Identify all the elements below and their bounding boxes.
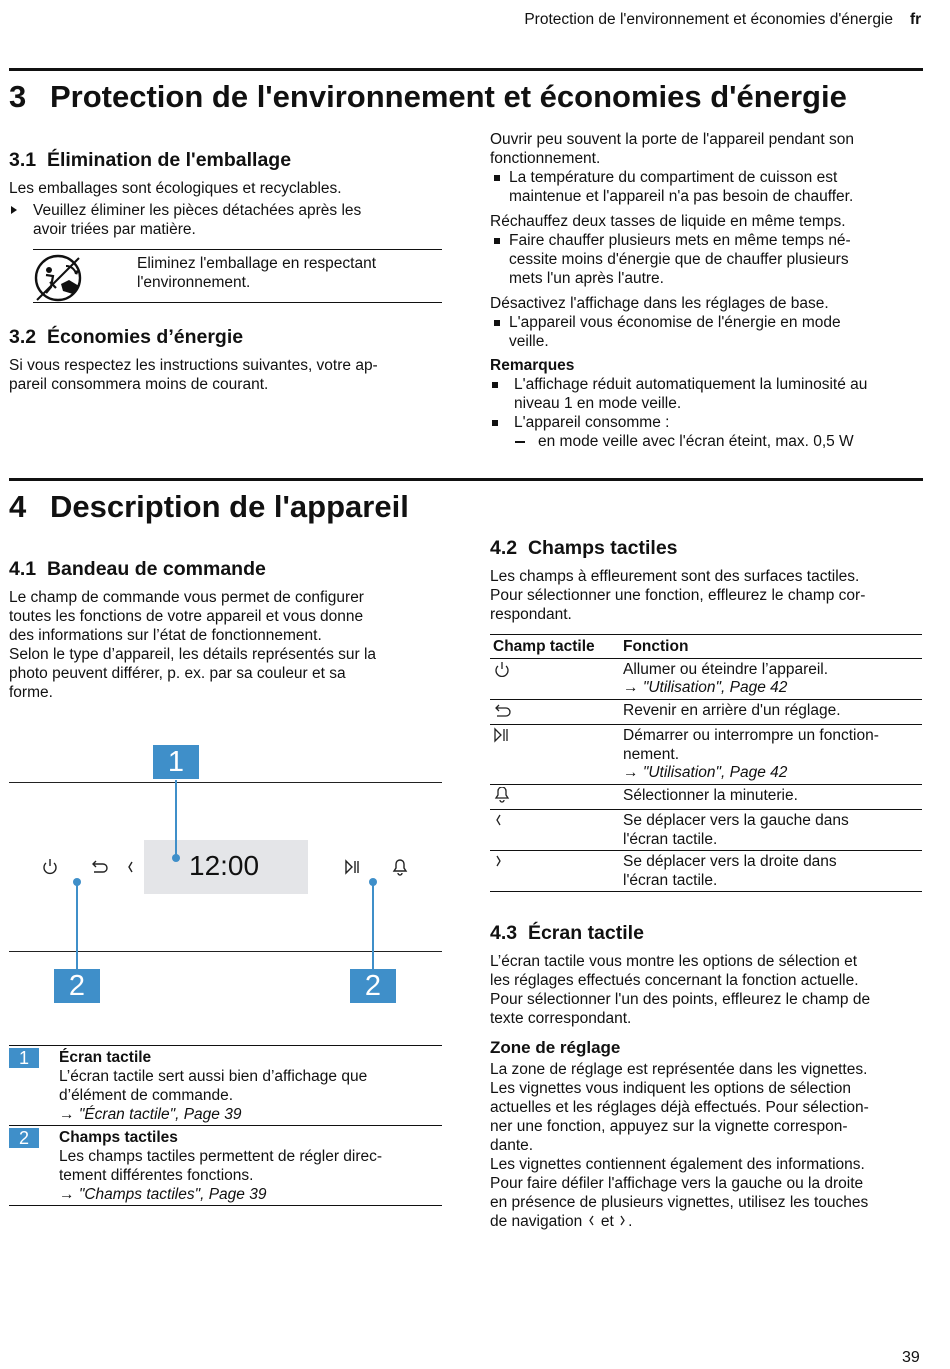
bullet-item: Faire chauffer plusieurs mets en même temps né- cessite moins d'énergie que de chauffer plusieurs mets l'un après l'autre. (490, 231, 922, 288)
legend-number: 1 (9, 1048, 39, 1068)
section-4-3: 4.3 Écran tactile L’écran tactile vous montre les options de sélection et les réglages effectués concernant la fonction actuelle. Pour sélectionner l'un des points, effleurez le champ de texte correspondant. Zone de réglage La zone de réglage est représentée dans les vignettes. Les vignettes vous indiquent les options de sélection actuelles et les réglages déjà effectués. Pour sélection- ner une fonction, appuyez sur la vignette correspon- dante. Les vignettes contiennent également des informations. Pour faire défiler l'affichage vers la gauche ou la droite en présence de plusieurs vignettes, utilisez les touches de navigation et . (490, 921, 922, 1231)
cross-reference-link[interactable]: → "Champs tactiles", Page 39 (59, 1186, 267, 1203)
table-row: Démarrer ou interrompre un fonction- nement. → "Utilisation", Page 42 (490, 725, 922, 785)
bullet-item: La température du compartiment de cuisson est maintenue et l'appareil n'a pas besoin de chauffer. (490, 168, 922, 206)
table-row: Sélectionner la minuterie. (490, 784, 922, 810)
back-icon (493, 702, 513, 718)
power-icon (493, 661, 511, 677)
chevron-right-icon (493, 853, 507, 869)
section-4-2: 4.2 Champs tactiles Les champs à effleurement sont des surfaces tactiles. Pour sélectionner une fonction, effleurez le champ cor- respondant. (490, 537, 866, 623)
bell-icon (394, 860, 406, 875)
chapter-3-heading: 3 Protection de l'environnement et économies d'énergie (9, 79, 847, 114)
cross-reference-link[interactable]: → "Utilisation", Page 42 (623, 679, 788, 696)
section-3-2: 3.2 Économies d’énergie Si vous respectez les instructions suivantes, votre ap- pareil consommera moins de courant. (9, 326, 378, 393)
play-pause-icon (346, 861, 358, 873)
clock-display: 12:00 (189, 850, 260, 881)
chevron-right-icon (618, 1214, 628, 1227)
chevron-left-icon (587, 1214, 597, 1227)
remarks-title: Remarques (490, 357, 575, 374)
bell-icon (493, 787, 511, 803)
table-row: Revenir en arrière d'un réglage. (490, 699, 922, 725)
callout-2: 2 (350, 969, 396, 1003)
energy-tips: Ouvrir peu souvent la porte de l'appareil pendant son fonctionnement. La température du compartiment de cuisson est maintenue et l'appareil n'a pas besoin de chauffer. Réchauffez deux tasses de liquide en même temps. Faire chauffer plusieurs mets en même temps né- cessite moins d'énergie que de chauffer plusieurs mets l'un après l'autre. Désactivez l'affichage dans les réglages de base. L'appareil vous économise de l'énergie en mode veille. Remarques L'affichage réduit automatiquement la luminosité au niveau 1 en mode veille. L'appareil consomme : en mode veille avec l'écran éteint, max. 0,5 W (490, 130, 922, 451)
section-3-1: 3.1 Élimination de l'emballage Les emballages sont écologiques et recyclables. Veuillez éliminer les pièces détachées après les avoir triées par matière. (9, 148, 441, 239)
callout-1: 1 (153, 745, 199, 779)
legend-item-touch-screen: Écran tactile L’écran tactile sert aussi bien d’affichage que d’élément de commande. → "Écran tactile", Page 39 (59, 1048, 439, 1124)
chapter-4-heading: 4 Description de l'appareil (9, 489, 409, 524)
column-header: Champ tactile (490, 635, 620, 659)
disposal-note: Eliminez l'emballage en respectant l'environnement. (137, 255, 377, 291)
column-header: Fonction (620, 635, 922, 659)
play-pause-icon (493, 727, 513, 743)
page-number: 39 (902, 1349, 920, 1366)
chapter-rule (9, 478, 923, 481)
section-4-1: 4.1 Bandeau de commande Le champ de commande vous permet de configurer toutes les fonctions de votre appareil et vous donne des informations sur l’état de fonctionnement. Selon le type d’appareil, les détails représentés sur la photo peuvent différer, p. ex. par sa couleur et sa forme. (9, 558, 377, 701)
recycling-icon (33, 254, 89, 302)
chevron-left-icon (129, 862, 132, 872)
table-row: Allumer ou éteindre l’appareil. → "Utilisation", Page 42 (490, 658, 922, 699)
power-icon (44, 859, 56, 873)
callout-2: 2 (54, 969, 100, 1003)
instruction-step: Veuillez éliminer les pièces détachées après les avoir triées par matière. (9, 201, 441, 239)
chevron-left-icon (493, 812, 507, 828)
bullet-item: L'appareil vous économise de l'énergie en mode veille. (490, 313, 922, 351)
remark-item: L'affichage réduit automatiquement la luminosité au niveau 1 en mode veille. (490, 375, 922, 413)
chapter-rule (9, 68, 923, 71)
legend-item-touch-fields: Champs tactiles Les champs tactiles permettent de régler direc- tement différentes fonctions. → "Champs tactiles", Page 39 (59, 1128, 439, 1204)
running-header: Protection de l'environnement et économies d'énergie (524, 11, 893, 28)
control-panel-illustration (9, 740, 442, 1015)
table-row: Se déplacer vers la gauche dans l'écran tactile. (490, 810, 922, 851)
cross-reference-link[interactable]: → "Écran tactile", Page 39 (59, 1106, 242, 1123)
cross-reference-link[interactable]: → "Utilisation", Page 42 (623, 764, 788, 781)
remark-sub-item: en mode veille avec l'écran éteint, max. 0,5 W (490, 432, 922, 451)
language-code: fr (910, 11, 922, 28)
zone-heading: Zone de réglage (490, 1038, 621, 1057)
remark-item: L'appareil consomme : (490, 413, 922, 432)
back-icon (93, 861, 107, 872)
table-row: Se déplacer vers la droite dans l'écran tactile. (490, 851, 922, 892)
legend-number: 2 (9, 1128, 39, 1148)
touch-fields-table (490, 634, 922, 892)
